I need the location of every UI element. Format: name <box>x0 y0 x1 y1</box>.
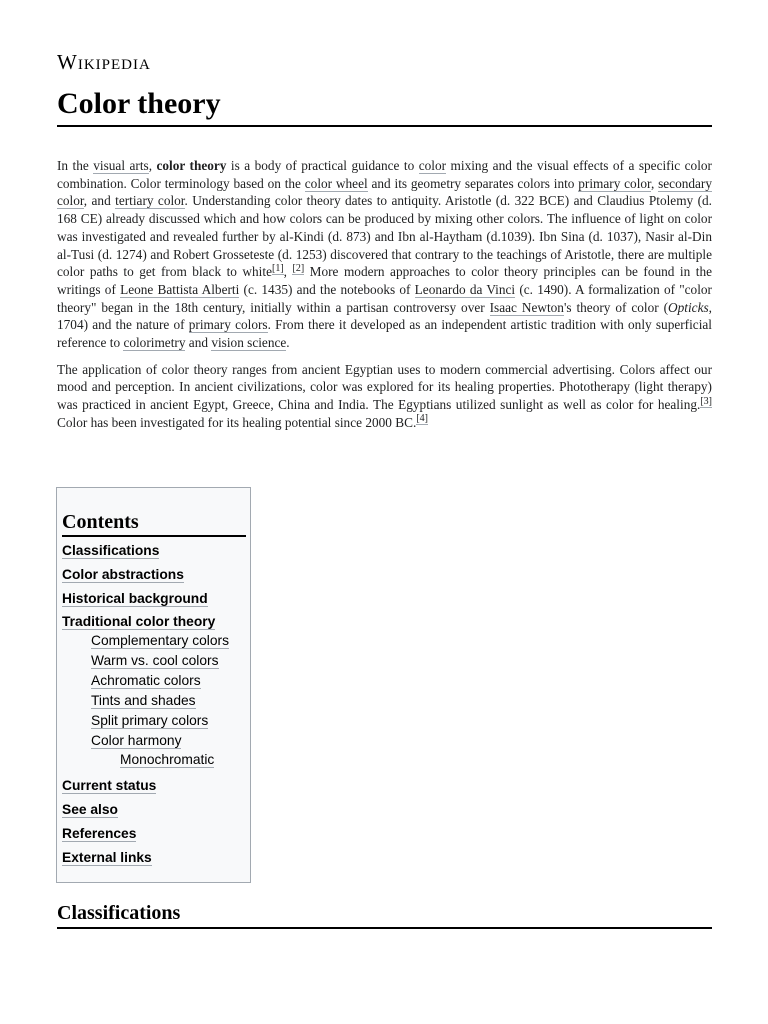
table-of-contents <box>56 487 251 883</box>
text: , <box>650 175 659 191</box>
text: , 1704) and the nature of <box>57 299 712 333</box>
toc-title: Contents <box>62 511 246 537</box>
link-isaac-newton[interactable]: Isaac Newton <box>489 299 564 315</box>
toc-item <box>62 542 246 560</box>
text: is a body of practical guidance to <box>226 158 419 173</box>
toc-link-monochromatic[interactable]: Monochromatic <box>120 752 215 768</box>
citation-link[interactable]: [3] <box>700 395 712 407</box>
toc-link-see-also[interactable]: See also <box>62 802 118 818</box>
toc-item <box>62 777 246 795</box>
toc-link-references[interactable]: References <box>62 825 137 841</box>
toc-subitem <box>91 711 246 731</box>
toc-link-color-abstractions[interactable]: Color abstractions <box>62 566 184 582</box>
link-tertiary-color[interactable]: tertiary color <box>115 193 185 209</box>
toc-link-warm-vs-cool-colors[interactable]: Warm vs. cool colors <box>91 653 219 669</box>
link-primary-color[interactable]: primary color <box>578 175 651 191</box>
toc-item <box>62 590 246 608</box>
toc-link-historical-background[interactable]: Historical background <box>62 590 208 606</box>
text: . Understanding color theory dates to antiquity. Aristotle (d. 322 BCE) and Claudius Ptolemy (d. 168 CE) already discussed which and how colors can be produced by mixing other colors. The influence of light on color was investigated and revealed further by al-Kindi (d. 873) and Ibn al-Haytham (d.1039). Ibn Sina (d. 1037), Nasir al-Din al-Tusi (d. 1274) and Robert Grosseteste (d. 1253) discovered that contrary to the teachings of Aristotle, there are multiple color paths to get from black to white <box>57 193 712 280</box>
text: . From there it developed as an independent artistic tradition with only superficial reference to <box>57 317 712 351</box>
citation-3[interactable] <box>700 396 712 408</box>
toc-link-split-primary-colors[interactable]: Split primary colors <box>91 713 209 729</box>
link-secondary-color[interactable]: secondary color <box>57 175 712 209</box>
toc-subitem <box>91 671 246 691</box>
intro-paragraph-2 <box>57 361 712 432</box>
intro-paragraph-1 <box>57 157 712 352</box>
citation-4[interactable] <box>416 413 428 425</box>
text: The application of color theory ranges from ancient Egyptian uses to modern commercial advertising. Colors affect our mood and perception. In ancient civilizations, color was explored for its healing properties. Phototherapy (light therapy) was practiced in ancient Egypt, Greece, China and India. The Egyptians utilized sunlight as well as color for healing. <box>57 361 712 413</box>
toc-item <box>62 825 246 843</box>
citation-2[interactable] <box>292 263 304 275</box>
toc-link-traditional-color-theory[interactable]: Traditional color theory <box>62 614 216 630</box>
bold-term: color theory <box>156 158 227 173</box>
link-color-wheel[interactable]: color wheel <box>304 175 368 191</box>
text: and its geometry separates colors into <box>367 175 579 191</box>
toc-link-tints-and-shades[interactable]: Tints and shades <box>91 693 196 709</box>
toc-link-external-links[interactable]: External links <box>62 849 152 865</box>
citation-1[interactable] <box>272 263 284 275</box>
citation-link[interactable]: [2] <box>292 262 305 274</box>
toc-subsubitem <box>120 751 246 769</box>
text: 's theory of color ( <box>563 299 669 315</box>
page-title: Color theory <box>57 84 712 127</box>
toc-subitem <box>91 631 246 651</box>
text: , <box>148 158 157 173</box>
text: . <box>286 335 290 351</box>
toc-item <box>62 801 246 819</box>
link-color[interactable]: color <box>418 158 447 173</box>
link-colorimetry[interactable]: colorimetry <box>123 335 186 351</box>
toc-subitem <box>91 731 246 769</box>
toc-subitem <box>91 651 246 671</box>
link-vision-science[interactable]: vision science <box>211 335 287 351</box>
toc-item <box>62 849 246 867</box>
citation-link[interactable]: [1] <box>271 262 284 274</box>
link-da-vinci[interactable]: Leonardo da Vinci <box>414 281 516 297</box>
text: and <box>185 335 212 351</box>
text: Color has been investigated for its healing potential since 2000 BC. <box>57 414 417 430</box>
article-body <box>57 157 712 441</box>
link-visual-arts[interactable]: visual arts <box>93 158 149 173</box>
text: , and <box>83 193 116 209</box>
text: mixing and the visual effects of a specific color combination. Color terminology based on the <box>57 158 712 191</box>
toc-link-classifications[interactable]: Classifications <box>62 543 160 558</box>
toc-list <box>62 542 246 867</box>
toc-link-color-harmony[interactable]: Color harmony <box>91 733 182 749</box>
toc-sublist <box>62 631 246 769</box>
toc-item <box>62 566 246 584</box>
toc-subitem <box>91 691 246 711</box>
text: (c. 1435) and the notebooks of <box>239 281 415 297</box>
italic-opticks: Opticks <box>668 299 709 315</box>
toc-link-complementary-colors[interactable]: Complementary colors <box>91 633 230 649</box>
text: , <box>283 264 293 280</box>
text: More modern approaches to color theory principles can be found in the writings of <box>57 264 713 297</box>
text: In the <box>57 158 94 173</box>
toc-item <box>62 613 246 769</box>
toc-subsublist <box>91 751 246 769</box>
text: (c. 1490). A formalization of "color theory" began in the 18th century, initially within a partisan controversy over <box>57 281 712 315</box>
toc-link-current-status[interactable]: Current status <box>62 778 157 794</box>
citation-link[interactable]: [4] <box>416 413 428 425</box>
wikipedia-wordmark[interactable]: Wikipedia <box>57 50 151 74</box>
section-heading-classifications: Classifications <box>57 902 712 929</box>
toc-link-achromatic-colors[interactable]: Achromatic colors <box>91 673 201 689</box>
link-primary-colors[interactable]: primary colors <box>188 317 268 333</box>
link-alberti[interactable]: Leone Battista Alberti <box>120 281 240 297</box>
